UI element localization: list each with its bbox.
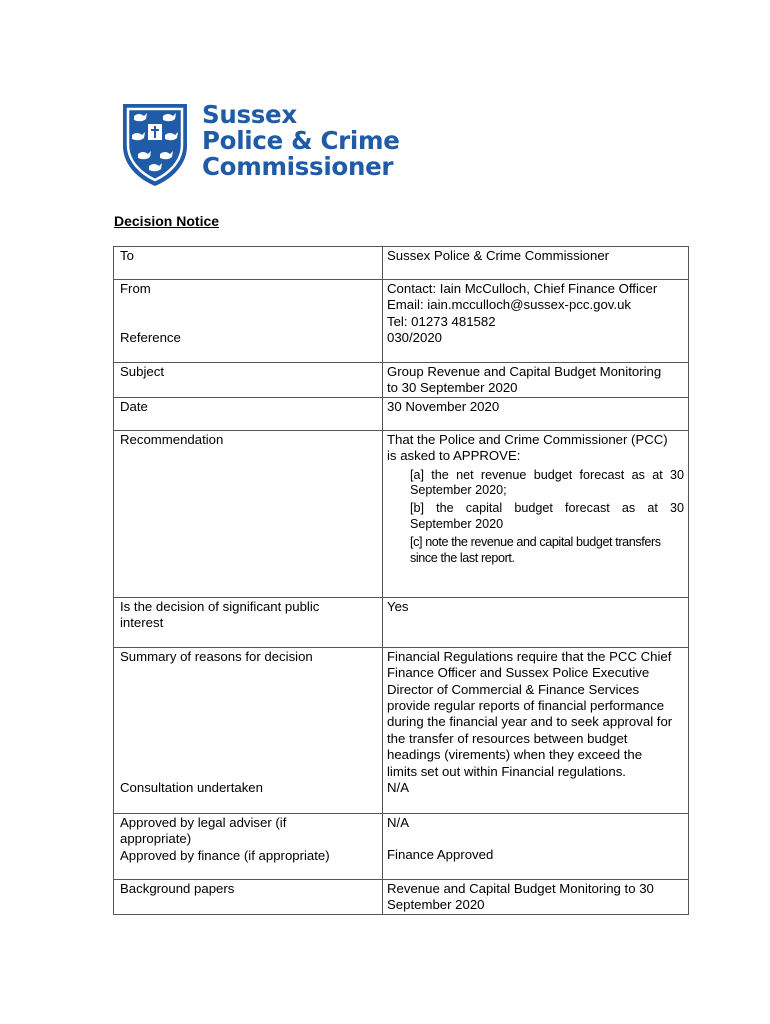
summary-consultation-label xyxy=(114,647,383,813)
recommendation-item-a: [a] the net revenue budget forecast as at 30 September 2020; xyxy=(410,467,684,498)
public-interest-value: Yes xyxy=(383,597,689,647)
table-row xyxy=(114,597,689,647)
from-tel: Tel: 01273 481582 xyxy=(387,313,496,329)
legal-value: N/A xyxy=(387,814,409,830)
recommendation-item-b: [b] the capital budget forecast as at 30 September 2020 xyxy=(410,501,684,531)
summary-label: Summary of reasons for decision xyxy=(120,648,313,664)
subject-label: Subject xyxy=(114,363,383,398)
public-interest-label: Is the decision of significant public interest xyxy=(114,597,383,647)
table-row xyxy=(114,430,689,597)
legal-label-1: Approved by legal adviser (if xyxy=(120,814,287,830)
reference-value: 030/2020 xyxy=(387,330,443,346)
finance-value: Finance Approved xyxy=(387,847,494,863)
table-row xyxy=(114,813,689,879)
from-email: Email: iain.mcculloch@sussex-pcc.gov.uk xyxy=(387,297,632,313)
from-reference-label xyxy=(114,280,383,363)
logo-line-2: Police & Crime xyxy=(202,126,400,155)
recommendation-item-c: [c] note the revenue and capital budget transfers since the last report. xyxy=(410,535,661,565)
table-row xyxy=(114,247,689,280)
from-contact: Contact: Iain McCulloch, Chief Finance Officer xyxy=(387,281,658,296)
summary-text: Financial Regulations require that the PCC Chief Finance Officer and Sussex Police Executive Director of Commercial & Finance Services provide regular reports of financial performance during the financial year and to seek approval for the transfer of resources between budget headings (virements) when they exceed the limits set out within Financial regulations. xyxy=(387,648,673,779)
table-row xyxy=(114,647,689,813)
sussex-pcc-logo xyxy=(120,100,400,188)
summary-consultation-value xyxy=(383,647,689,813)
background-label: Background papers xyxy=(114,879,383,914)
consultation-value: N/A xyxy=(387,780,409,796)
recommendation-value: That the Police and Crime Commissioner (PCC) is asked to APPROVE: [a] the net revenue budget forecast as at 30 September 2020; [b] the capital budget forecast as at 30 September 2020 [c] note the revenue and capital budget transfers since the last report. xyxy=(383,430,689,597)
legal-label-2: appropriate) xyxy=(120,831,192,847)
table-row xyxy=(114,363,689,398)
background-value: Revenue and Capital Budget Monitoring to 30 September 2020 xyxy=(383,879,689,914)
crest-shield-icon xyxy=(120,102,190,188)
approvals-label xyxy=(114,813,383,879)
from-label: From xyxy=(120,281,151,296)
page-title: Decision Notice xyxy=(114,213,220,229)
date-label: Date xyxy=(114,397,383,430)
from-reference-value xyxy=(383,280,689,363)
recommendation-label: Recommendation xyxy=(114,430,383,597)
table-row xyxy=(114,879,689,914)
logo-line-1: Sussex xyxy=(202,100,297,129)
table-row xyxy=(114,280,689,363)
table-row xyxy=(114,397,689,430)
decision-table xyxy=(113,246,689,915)
date-value: 30 November 2020 xyxy=(383,397,689,430)
consultation-label: Consultation undertaken xyxy=(120,780,263,796)
approvals-value xyxy=(383,813,689,879)
to-value: Sussex Police & Crime Commissioner xyxy=(383,247,689,280)
reference-label: Reference xyxy=(120,330,181,346)
logo-line-3: Commissioner xyxy=(202,152,394,181)
finance-label: Approved by finance (if appropriate) xyxy=(120,847,330,863)
to-label: To xyxy=(114,247,383,280)
subject-value: Group Revenue and Capital Budget Monitoring to 30 September 2020 xyxy=(383,363,689,398)
logo-wordmark xyxy=(202,102,400,180)
